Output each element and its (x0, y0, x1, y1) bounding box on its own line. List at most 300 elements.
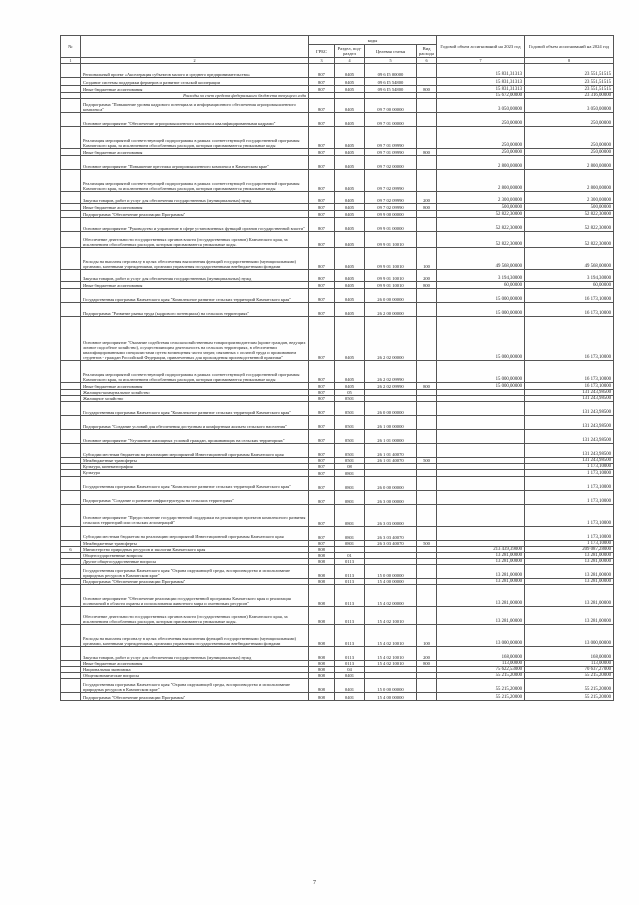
cell-y2023: 15 000,00000 (437, 361, 525, 383)
cell-grbs: 808 (309, 564, 335, 578)
cell-grbs: 807 (309, 211, 335, 218)
cell-rz: 0405 (335, 127, 365, 149)
cell-y2024: 13 281,00000 (525, 585, 614, 607)
cell-rz: 0113 (335, 661, 365, 667)
cell-y2023: 13 281,00000 (437, 578, 525, 584)
cell-cs: 26 1 00 00000 (365, 416, 417, 430)
cell-y2023 (437, 504, 525, 526)
cell-name: Государственная программа Камчатского края "Охрана окружающей среды, воспроизводство и использование природных ресурсов в Камчатском крае" (81, 564, 309, 578)
cell-rz: 0405 (335, 64, 365, 78)
cell-grbs: 807 (309, 78, 335, 86)
cell-cs: 09 9 01 10010 (365, 282, 417, 289)
index-cell: 2 (81, 58, 309, 64)
cell-cs: 09 7 01 09990 (365, 149, 417, 156)
cell-grbs: 808 (309, 552, 335, 558)
cell-y2023: 13 281,00000 (437, 552, 525, 558)
cell-name: Реализация мероприятий соответствующей подпрограммы в рамках соответствующей государственной программы Камчатского края, за исключением обособленных расходов, которым присваиваются уникальные коды (81, 361, 309, 383)
cell-y2023: 52 822,30000 (437, 232, 525, 248)
cell-y2024: 13 281,00000 (525, 558, 614, 564)
cell-name: Обеспечение деятельности государственных органов власти (государственных органов) Камчатского края, за исключением обособленных расходов, которым присваиваются уникальные коды. (81, 232, 309, 248)
cell-y2024: 1 173,10000 (525, 476, 614, 490)
page-number: 7 (313, 880, 316, 886)
cell-y2023: 213 439,39000 (437, 546, 525, 552)
cell-grbs: 808 (309, 647, 335, 661)
cell-rz: 0113 (335, 564, 365, 578)
table-row (61, 402, 614, 416)
cell-name: Подпрограмма "Обеспечение реализации Программы" (81, 211, 309, 218)
cell-cs: 26 0 00 00000 (365, 402, 417, 416)
cell-rz: 0113 (335, 607, 365, 625)
cell-name: Подпрограмма "Развитие рынка труда (кадрового потенциала) на сельских территориях" (81, 303, 309, 317)
cell-rz: 0405 (335, 170, 365, 192)
cell-y2023 (437, 416, 525, 430)
cell-num (61, 679, 81, 693)
cell-grbs: 808 (309, 679, 335, 693)
cell-rz: 0405 (335, 303, 365, 317)
cell-y2023: 13 281,00000 (437, 558, 525, 564)
cell-grbs: 808 (309, 667, 335, 673)
cell-vr (417, 490, 437, 504)
cell-y2024: 23 551,51515 (525, 86, 614, 93)
cell-y2024: 23 551,51515 (525, 78, 614, 86)
cell-cs: 09 9 01 10010 (365, 232, 417, 248)
header-razdel: Раздел, под-раздел (335, 45, 365, 58)
index-cell: 4 (335, 58, 365, 64)
table-row (61, 490, 614, 504)
cell-y2024: 13 000,00000 (525, 625, 614, 647)
cell-cs: 15 4 02 10010 (365, 625, 417, 647)
cell-cs: 26 1 01 00000 (365, 430, 417, 444)
cell-cs: 15 4 00 00000 (365, 693, 417, 701)
cell-cs: 26 1 01 40070 (365, 458, 417, 464)
cell-name: Расходы за счет средств федерального бюджета текущего года (81, 93, 309, 99)
table-row (61, 476, 614, 490)
cell-name: Основное мероприятие "Улучшение жилищных условий граждан, проживающих на сельских территориях" (81, 430, 309, 444)
cell-num (61, 232, 81, 248)
cell-grbs: 807 (309, 86, 335, 93)
cell-num (61, 444, 81, 458)
cell-y2023: 49 568,00000 (437, 248, 525, 270)
cell-vr (417, 99, 437, 113)
cell-rz: 0801 (335, 526, 365, 540)
cell-grbs: 807 (309, 99, 335, 113)
table-row (61, 585, 614, 607)
cell-num (61, 127, 81, 149)
cell-rz: 0401 (335, 693, 365, 701)
cell-name: Основное мероприятие "Оказание содействия сельскохозяйственным товаропроизводителям (кроме граждан, ведущих личное подсобное хозяйство), осуществляющим деятельность на сельских территориях, в обеспечении квалифицированными специалистами путем возмещения части затрат, связанных с оплатой труда и проживанием студентов - граждан Российской Федерации, привлеченных для прохождения производственной практики" (81, 317, 309, 361)
cell-y2024: 52 822,30000 (525, 218, 614, 232)
cell-cs: 09 6 I5 54800 (365, 86, 417, 93)
cell-y2023: 2 300,00000 (437, 192, 525, 204)
cell-y2024: 131 243,98500 (525, 416, 614, 430)
cell-vr: 800 (417, 149, 437, 156)
cell-num (61, 78, 81, 86)
cell-name: Расходы на выплаты персоналу в целях обеспечения выполнения функций государственными (муниципальными) органами, казенными учреждениями, органами управления государственными внебюджетными фондами (81, 625, 309, 647)
cell-name: Государственная программа Камчатского края "Комплексное развитие сельских территорий Камчатского края" (81, 476, 309, 490)
cell-cs: 26 3 00 00000 (365, 490, 417, 504)
cell-y2024: 60,00000 (525, 282, 614, 289)
cell-cs: 26 3 03 40070 (365, 540, 417, 546)
header-2024: Годовой объем ассигнований на 2024 год (525, 36, 614, 58)
cell-vr (417, 218, 437, 232)
cell-y2024: 3 050,00000 (525, 99, 614, 113)
cell-num (61, 585, 81, 607)
cell-name: Основное мероприятие "Повышение престижа агропромышленного комплекса в Камчатском крае" (81, 156, 309, 170)
cell-num (61, 303, 81, 317)
cell-y2023: 52 822,30000 (437, 218, 525, 232)
cell-grbs: 808 (309, 661, 335, 667)
cell-vr (417, 504, 437, 526)
cell-grbs: 807 (309, 289, 335, 303)
table-row (61, 232, 614, 248)
index-cell: 1 (61, 58, 81, 64)
table-row (61, 204, 614, 211)
cell-num (61, 289, 81, 303)
cell-name: Субсидии местным бюджетам на реализацию мероприятий Инвестиционной программы Камчатского края (81, 444, 309, 458)
cell-grbs: 807 (309, 464, 335, 470)
cell-num (61, 526, 81, 540)
cell-y2024: 16 173,10000 (525, 361, 614, 383)
cell-y2024: 2 800,00000 (525, 156, 614, 170)
cell-num (61, 430, 81, 444)
cell-num (61, 99, 81, 113)
cell-rz: 0113 (335, 625, 365, 647)
cell-num (61, 504, 81, 526)
cell-name: Закупка товаров, работ и услуг для обеспечения государственных (муниципальных) нужд (81, 192, 309, 204)
cell-num (61, 647, 81, 661)
cell-y2024: 52 822,30000 (525, 232, 614, 248)
cell-y2023: 55 215,20000 (437, 673, 525, 679)
cell-rz: 0405 (335, 78, 365, 86)
cell-rz: 0405 (335, 149, 365, 156)
cell-rz: 0113 (335, 558, 365, 564)
cell-grbs: 807 (309, 170, 335, 192)
table-row (61, 156, 614, 170)
cell-y2023: 75 622,53000 (437, 667, 525, 673)
cell-name: Подпрограмма "Создание и развитие инфраструктуры на сельских территориях" (81, 490, 309, 504)
cell-y2023: 13 281,00000 (437, 564, 525, 578)
cell-rz: 0113 (335, 578, 365, 584)
cell-num (61, 270, 81, 282)
cell-y2023: 250,00000 (437, 113, 525, 127)
cell-name: Реализация мероприятий соответствующей подпрограммы в рамках соответствующей государственной программы Камчатского края, за исключением обособленных расходов, которым присваиваются уникальные коды (81, 127, 309, 149)
cell-y2023: 15 831,31313 (437, 78, 525, 86)
cell-vr: 500 (417, 540, 437, 546)
cell-num (61, 248, 81, 270)
cell-grbs: 808 (309, 693, 335, 701)
cell-y2024: 16 173,10000 (525, 383, 614, 390)
cell-name: Создание системы поддержки фермеров и развитие сельской кооперации (81, 78, 309, 86)
cell-rz: 0405 (335, 383, 365, 390)
cell-y2024: 13 281,00000 (525, 578, 614, 584)
cell-y2024: 55 215,20000 (525, 693, 614, 701)
cell-y2023: 15 831,31313 (437, 64, 525, 78)
cell-grbs: 807 (309, 458, 335, 464)
cell-num (61, 156, 81, 170)
cell-y2023: 15 000,00000 (437, 303, 525, 317)
cell-vr (417, 693, 437, 701)
cell-y2024: 168,00000 (525, 647, 614, 661)
header-name (81, 36, 309, 58)
cell-name: Государственная программа Камчатского края "Комплексное развитие сельских территорий Камчатского края" (81, 402, 309, 416)
cell-cs: 26 3 03 40070 (365, 526, 417, 540)
cell-y2023: 250,00000 (437, 149, 525, 156)
cell-num (61, 317, 81, 361)
index-cell: 6 (417, 58, 437, 64)
table-row (61, 170, 614, 192)
table-row (61, 564, 614, 578)
cell-rz: 01 (335, 552, 365, 558)
table-row (61, 192, 614, 204)
cell-grbs: 807 (309, 504, 335, 526)
cell-vr (417, 113, 437, 127)
cell-rz: 0401 (335, 673, 365, 679)
cell-name: Закупка товаров, работ и услуг для обеспечения государственных (муниципальных) нужд (81, 270, 309, 282)
cell-vr (417, 526, 437, 540)
cell-y2024: 131 243,98500 (525, 402, 614, 416)
cell-grbs: 807 (309, 218, 335, 232)
cell-y2024: 70 637,27000 (525, 667, 614, 673)
cell-rz: 0801 (335, 540, 365, 546)
cell-rz: 0113 (335, 647, 365, 661)
cell-name: Закупка товаров, работ и услуг для обеспечения государственных (муниципальных) нужд (81, 647, 309, 661)
cell-rz: 0801 (335, 470, 365, 476)
index-cell: 5 (365, 58, 417, 64)
cell-grbs: 807 (309, 303, 335, 317)
header-2023: Годовой объем ассигнований на 2023 год (437, 36, 525, 58)
cell-name: Подпрограмма "Обеспечение реализации Программы" (81, 578, 309, 584)
cell-num (61, 416, 81, 430)
cell-grbs: 807 (309, 113, 335, 127)
cell-rz: 0405 (335, 113, 365, 127)
cell-num (61, 64, 81, 78)
table-row (61, 149, 614, 156)
cell-rz: 0405 (335, 211, 365, 218)
cell-rz: 0501 (335, 430, 365, 444)
cell-y2024: 55 215,20000 (525, 679, 614, 693)
cell-cs: 26 2 02 09990 (365, 361, 417, 383)
cell-grbs: 807 (309, 232, 335, 248)
cell-rz: 0113 (335, 585, 365, 607)
cell-y2024: 13 281,00000 (525, 607, 614, 625)
cell-name: Основное мероприятие "Руководство и управление в сфере установленных функций органов государственной власти" (81, 218, 309, 232)
cell-grbs: 807 (309, 396, 335, 402)
cell-vr (417, 361, 437, 383)
cell-y2023: 3 194,30000 (437, 270, 525, 282)
cell-vr (417, 402, 437, 416)
cell-grbs: 808 (309, 546, 335, 552)
cell-vr (417, 564, 437, 578)
cell-y2024: 16 173,10000 (525, 317, 614, 361)
cell-vr (417, 211, 437, 218)
cell-vr: 800 (417, 204, 437, 211)
cell-y2023: 2 800,00000 (437, 170, 525, 192)
cell-rz: 05 (335, 390, 365, 396)
table-row (61, 86, 614, 93)
table-row (61, 270, 614, 282)
cell-y2023 (437, 430, 525, 444)
cell-y2024: 13 281,00000 (525, 552, 614, 558)
cell-name: Региональный проект «Акселерация субъектов малого и среднего предпринимательства» (81, 64, 309, 78)
cell-name: Основное мероприятие "Обеспечение агропромышленного комплекса квалифицированными кадрами" (81, 113, 309, 127)
table-row (61, 361, 614, 383)
cell-y2023: 250,00000 (437, 127, 525, 149)
table-row (61, 218, 614, 232)
table-row (61, 526, 614, 540)
cell-num (61, 607, 81, 625)
cell-rz: 0405 (335, 99, 365, 113)
table-row (61, 504, 614, 526)
cell-vr (417, 156, 437, 170)
cell-cs: 09 7 02 00000 (365, 156, 417, 170)
cell-grbs: 807 (309, 64, 335, 78)
cell-vr (417, 607, 437, 625)
cell-grbs: 807 (309, 149, 335, 156)
cell-grbs: 807 (309, 248, 335, 270)
cell-vr: 200 (417, 270, 437, 282)
cell-y2024: 2 300,00000 (525, 192, 614, 204)
table-row (61, 113, 614, 127)
table-row (61, 383, 614, 390)
cell-y2023: 13 281,00000 (437, 607, 525, 625)
cell-vr: 200 (417, 192, 437, 204)
cell-num (61, 86, 81, 93)
cell-num (61, 693, 81, 701)
cell-name: Реализация мероприятий соответствующей подпрограммы в рамках соответствующей государственной программы Камчатского края, за исключением обособленных расходов, которым присваиваются уникальные коды (81, 170, 309, 192)
cell-y2024: 16 173,10000 (525, 303, 614, 317)
cell-vr: 800 (417, 383, 437, 390)
cell-vr (417, 78, 437, 86)
cell-y2024: 2 800,00000 (525, 170, 614, 192)
cell-cs: 09 9 01 10010 (365, 248, 417, 270)
cell-y2023: 55 215,20000 (437, 693, 525, 701)
cell-name: Жилищно-коммунальное хозяйство (81, 390, 309, 396)
cell-y2023: 52 822,30000 (437, 211, 525, 218)
cell-num (61, 402, 81, 416)
cell-y2024: 23 316,00000 (525, 93, 614, 99)
table-row (61, 303, 614, 317)
cell-num (61, 211, 81, 218)
budget-table (60, 35, 614, 701)
table-row (61, 289, 614, 303)
cell-vr (417, 289, 437, 303)
cell-name: Другие общегосударственные вопросы (81, 558, 309, 564)
table-body (61, 64, 614, 701)
table-row (61, 211, 614, 218)
cell-name: Субсидии местным бюджетам на реализацию мероприятий Инвестиционной программы Камчатского края (81, 526, 309, 540)
cell-grbs: 807 (309, 430, 335, 444)
cell-y2023: 13 000,00000 (437, 625, 525, 647)
cell-y2024: 16 173,10000 (525, 289, 614, 303)
cell-rz: 04 (335, 667, 365, 673)
table-row (61, 282, 614, 289)
cell-y2024: 13 281,00000 (525, 564, 614, 578)
cell-y2024: 3 194,30000 (525, 270, 614, 282)
cell-rz: 0405 (335, 282, 365, 289)
cell-grbs: 807 (309, 156, 335, 170)
cell-name: Обеспечение деятельности государственных органов власти (государственных органов) Камчатского края, за исключением обособленных расходов, которым присваиваются уникальные коды. (81, 607, 309, 625)
cell-y2024: 52 822,30000 (525, 211, 614, 218)
cell-grbs: 807 (309, 402, 335, 416)
cell-y2023: 15 000,00000 (437, 383, 525, 390)
cell-cs: 09 7 02 09990 (365, 192, 417, 204)
cell-rz: 0501 (335, 444, 365, 458)
table-row (61, 625, 614, 647)
cell-cs: 15 4 00 00000 (365, 578, 417, 584)
cell-name: Подпрограмма "Повышение уровня кадрового потенциала и информационного обеспечения агропромышленного комплекса" (81, 99, 309, 113)
cell-vr: 800 (417, 86, 437, 93)
table-row (61, 64, 614, 78)
cell-grbs: 807 (309, 361, 335, 383)
cell-vr: 200 (417, 647, 437, 661)
cell-grbs: 807 (309, 317, 335, 361)
cell-rz: 0501 (335, 396, 365, 402)
cell-name: Государственная программа Камчатского края "Охрана окружающей среды, воспроизводство и использование природных ресурсов в Камчатском крае" (81, 679, 309, 693)
cell-cs: 15 4 02 10010 (365, 647, 417, 661)
cell-grbs: 807 (309, 416, 335, 430)
cell-name: Иные бюджетные ассигнования (81, 282, 309, 289)
cell-num (61, 149, 81, 156)
cell-y2023: 15 000,00000 (437, 317, 525, 361)
header-vid: Вид расхода (417, 45, 437, 58)
cell-y2024: 55 215,20000 (525, 673, 614, 679)
cell-vr (417, 64, 437, 78)
cell-y2023 (437, 526, 525, 540)
cell-cs: 09 7 02 09990 (365, 170, 417, 192)
cell-cs: 15 4 02 10010 (365, 661, 417, 667)
cell-cs: 26 2 02 00000 (365, 317, 417, 361)
cell-num (61, 204, 81, 211)
cell-name: Жилищное хозяйство (81, 396, 309, 402)
cell-name: Культура (81, 470, 309, 476)
cell-y2023: 3 050,00000 (437, 99, 525, 113)
cell-cs: 15 4 02 00000 (365, 585, 417, 607)
table-row (61, 444, 614, 458)
cell-y2023: 15 000,00000 (437, 289, 525, 303)
cell-y2023: 15 831,31313 (437, 86, 525, 93)
index-cell: 3 (309, 58, 335, 64)
cell-grbs: 807 (309, 490, 335, 504)
cell-rz: 0405 (335, 218, 365, 232)
cell-cs: 09 7 02 09990 (365, 204, 417, 211)
cell-grbs: 807 (309, 192, 335, 204)
cell-name: Министерство природных ресурсов и экологии Камчатского края (81, 546, 309, 552)
cell-y2023 (437, 490, 525, 504)
table-row (61, 416, 614, 430)
cell-rz: 0801 (335, 490, 365, 504)
cell-rz: 0801 (335, 476, 365, 490)
cell-vr (417, 170, 437, 192)
cell-vr: 500 (417, 458, 437, 464)
cell-y2024: 131 243,98500 (525, 458, 614, 464)
cell-name: Основное мероприятие "Обеспечение реализации государственной программы Камчатского края и реализация полномочий в области охраны и использования животного мира и охотничьих ресурсов" (81, 585, 309, 607)
cell-cs: 26 3 03 00000 (365, 504, 417, 526)
cell-cs: 26 0 00 00000 (365, 289, 417, 303)
cell-name: Подпрограмма "Обеспечение реализации Программы" (81, 693, 309, 701)
table-row (61, 78, 614, 86)
cell-cs: 09 9 00 00000 (365, 211, 417, 218)
cell-y2024: 209 087,28000 (525, 546, 614, 552)
cell-cs: 15 0 00 00000 (365, 564, 417, 578)
cell-cs: 26 2 02 09990 (365, 383, 417, 390)
cell-name: Межбюджетные трансферты (81, 540, 309, 546)
cell-cs: 09 6 I5 54800 (365, 78, 417, 86)
cell-cs: 09 7 01 00000 (365, 113, 417, 127)
cell-vr (417, 679, 437, 693)
index-cell: 8 (525, 58, 614, 64)
cell-name: Иные бюджетные ассигнования (81, 149, 309, 156)
header-grbs: ГРБС (309, 45, 335, 58)
